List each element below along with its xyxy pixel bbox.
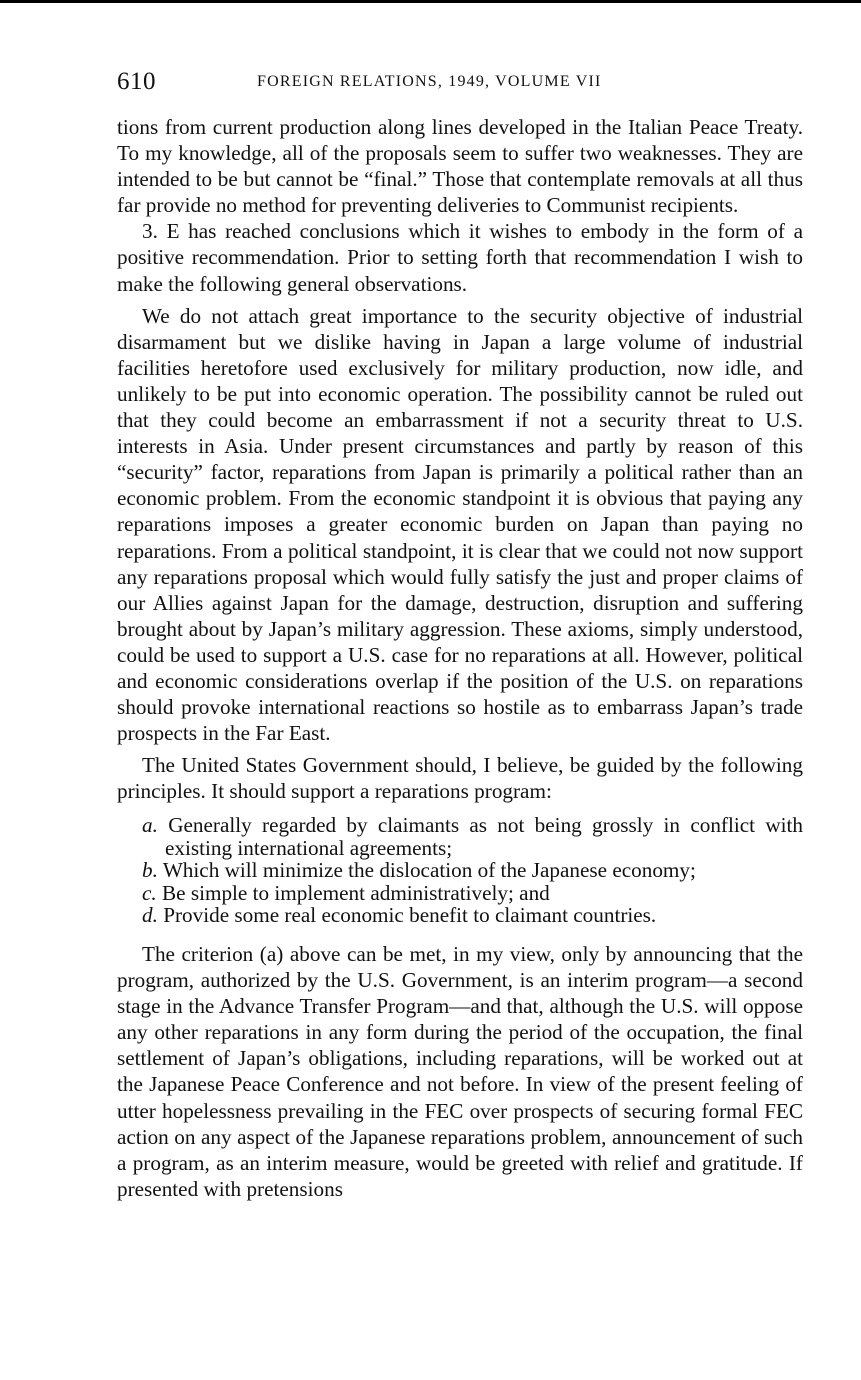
list-item-letter: b. (142, 858, 158, 883)
paragraph-principles: The United States Government should, I believe, be guided by the following principles. It should support a reparations program: (117, 753, 803, 804)
list-item (117, 882, 803, 905)
list-item (117, 904, 803, 927)
paragraph-continued: tions from current production along lines developed in the Italian Peace Treaty. To my knowledge, all of the proposals seem to suffer two weaknesses. They are intended to be but cannot be “final.” Those that contemplate removals at all thus far provide no method for preventing deliveries to Communist recipients. (117, 115, 803, 218)
paragraph-criterion: The criterion (a) above can be met, in my view, only by announcing that the program, authorized by the U.S. Government, is an interim program—a second stage in the Advance Transfer Program—and that, although the U.S. will oppose any other reparations in any form during the period of the occupation, the final settlement of Japan’s obligations, including reparations, will be worked out at the Japanese Peace Conference and not before. In view of the present feeling of utter hopelessness prevailing in the FEC over prospects of securing formal FEC action on any aspect of the Japanese reparations problem, announcement of such a program, as an interim measure, would be greeted with relief and gratitude. If presented with pretensions (117, 941, 803, 1201)
list-item (117, 859, 803, 882)
running-head: FOREIGN RELATIONS, 1949, VOLUME VII (257, 73, 602, 90)
list-item-letter: a. (142, 813, 158, 838)
list-item-text: Provide some real economic benefit to claimant countries. (163, 903, 657, 928)
list-item-text: Be simple to implement administratively; and (162, 880, 550, 905)
list-item (117, 814, 803, 859)
list-item-letter: d. (142, 903, 158, 928)
document-page (117, 68, 803, 1202)
list-item-text: Generally regarded by claimants as not being grossly in conflict with existing international agreements; (165, 813, 803, 860)
principles-list (117, 814, 803, 927)
list-item-text: Which will minimize the dislocation of the Japanese economy; (162, 858, 696, 883)
page-header (117, 68, 803, 102)
page-number: 610 (117, 68, 156, 95)
paragraph-observations: We do not attach great importance to the security objective of industrial disarmament but we dislike having in Japan a large volume of industrial facilities heretofore used exclusively for military production, now idle, and unlikely to be put into economic operation. The possibility cannot be ruled out that they could become an embarrassment if not a security threat to U.S. interests in Asia. Under present circumstances and partly by reason of this “security” factor, reparations from Japan is primarily a political rather than an economic problem. From the economic standpoint it is obvious that paying any reparations imposes a greater economic burden on Japan than paying no reparations. From a political standpoint, it is clear that we could not now support any reparations proposal which would fully satisfy the just and proper claims of our Allies against Japan for the damage, destruction, disruption and suffering brought about by Japan’s military aggression. These axioms, simply understood, could be used to support a U.S. case for no reparations at all. However, political and economic considerations overlap if the position of the U.S. on reparations should provoke international reactions so hostile as to embarrass Japan’s trade prospects in the Far East. (117, 303, 803, 746)
paragraph-point-3: 3. E has reached conclusions which it wishes to embody in the form of a positive recommendation. Prior to setting forth that recommendation I wish to make the following general observations. (117, 219, 803, 296)
document-body (117, 114, 803, 1202)
list-item-letter: c. (142, 880, 157, 905)
top-border-rule (0, 0, 861, 3)
